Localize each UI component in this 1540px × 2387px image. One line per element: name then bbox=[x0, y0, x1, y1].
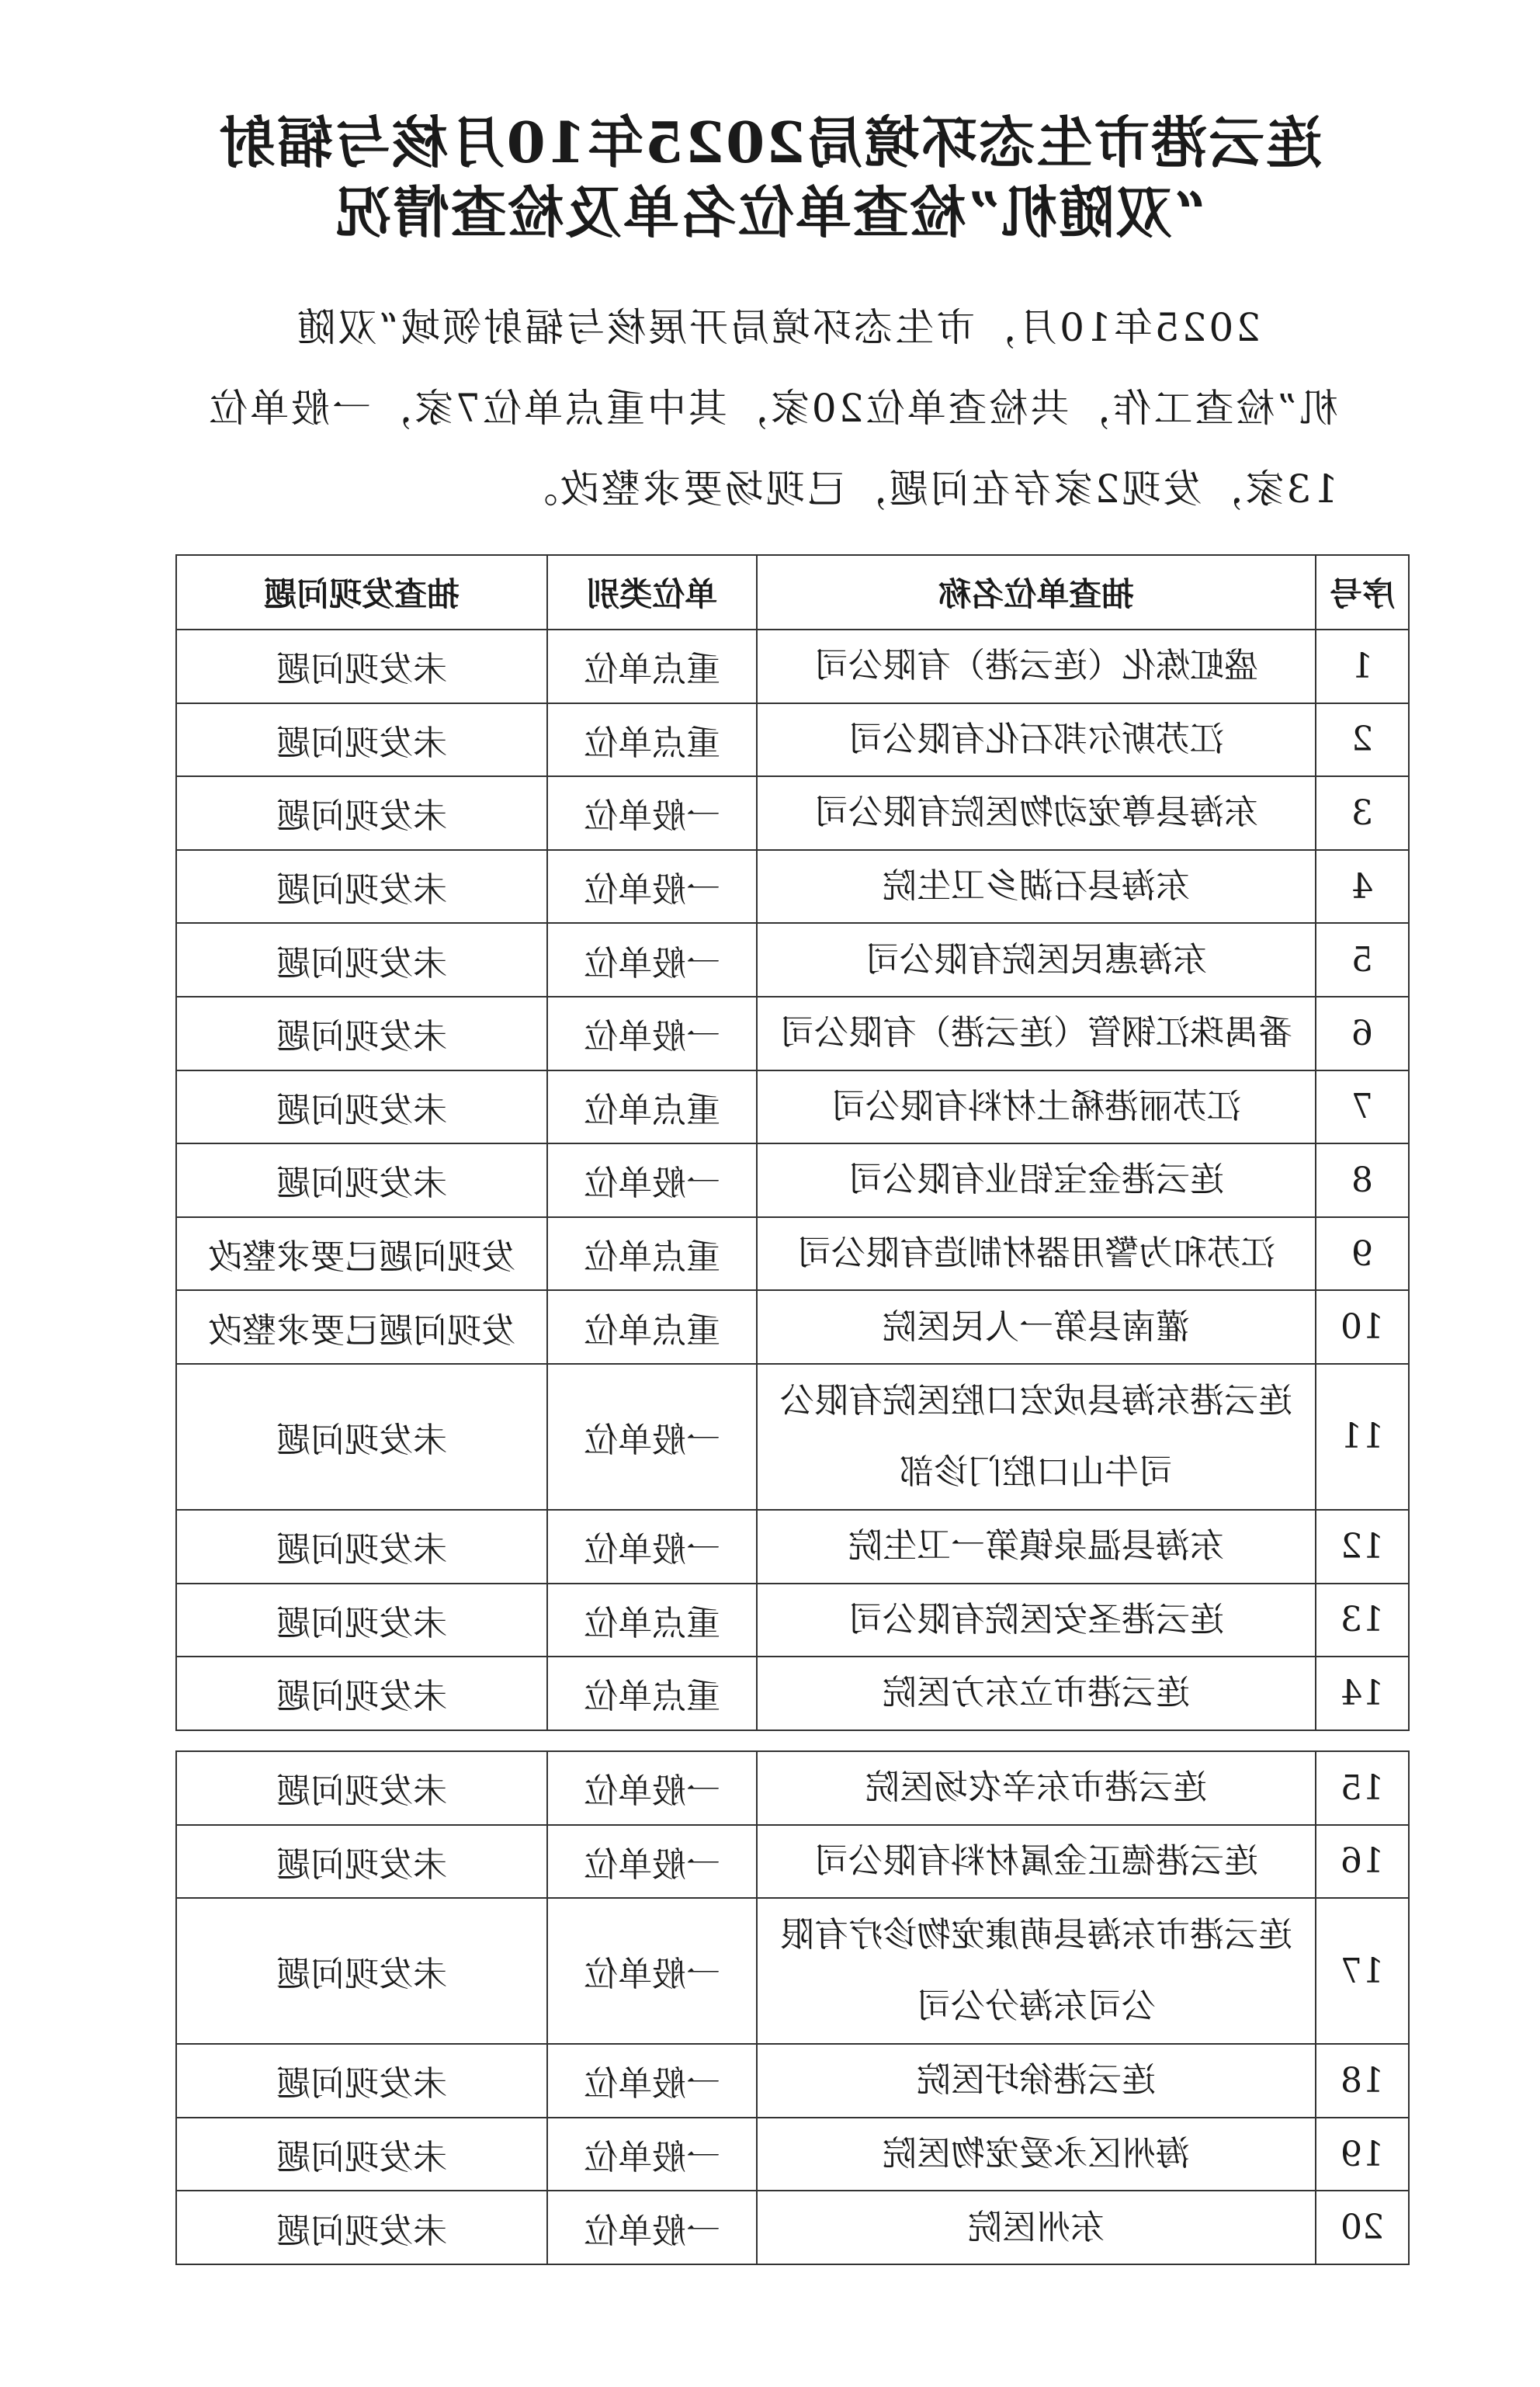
cell-name: 东海县温泉镇第一卫生院 bbox=[757, 1510, 1316, 1584]
cell-result: 未发现问题 bbox=[176, 997, 547, 1070]
cell-no: 6 bbox=[1316, 997, 1409, 1070]
document-title-line1: 连云港市生态环境局2025年10月核与辐射 bbox=[217, 109, 1323, 175]
cell-type: 重点单位 bbox=[547, 1070, 757, 1144]
table-row bbox=[176, 997, 1409, 1070]
cell-result: 未发现问题 bbox=[176, 1898, 547, 2044]
cell-name: 番禺珠江钢管（连云港）有限公司 bbox=[757, 997, 1316, 1070]
header-result: 抽查发现问题 bbox=[176, 555, 547, 630]
cell-no: 1 bbox=[1316, 630, 1409, 703]
table-row bbox=[176, 630, 1409, 703]
cell-result: 发现问题已要求整改 bbox=[176, 1290, 547, 1364]
table-row bbox=[176, 1070, 1409, 1144]
cell-no: 2 bbox=[1316, 703, 1409, 777]
cell-name: 江苏斯尔邦石化有限公司 bbox=[757, 703, 1316, 777]
cell-no: 16 bbox=[1316, 1825, 1409, 1899]
table-row bbox=[176, 1584, 1409, 1657]
cell-no: 8 bbox=[1316, 1143, 1409, 1217]
cell-type: 一般单位 bbox=[547, 2118, 757, 2191]
cell-result: 未发现问题 bbox=[176, 1825, 547, 1899]
cell-type: 一般单位 bbox=[547, 1510, 757, 1584]
cell-type: 重点单位 bbox=[547, 1217, 757, 1291]
cell-no: 5 bbox=[1316, 923, 1409, 997]
cell-name: 连云港市东辛农场医院 bbox=[757, 1751, 1316, 1825]
cell-no: 20 bbox=[1316, 2191, 1409, 2264]
table-row bbox=[176, 1898, 1409, 2044]
cell-result: 发现问题已要求整改 bbox=[176, 1217, 547, 1291]
header-no: 序号 bbox=[1316, 555, 1409, 630]
cell-type: 一般单位 bbox=[547, 997, 757, 1070]
cell-name: 江苏和为警用器材制造有限公司 bbox=[757, 1217, 1316, 1291]
cell-type: 重点单位 bbox=[547, 1657, 757, 1730]
cell-no: 15 bbox=[1316, 1751, 1409, 1825]
cell-no: 10 bbox=[1316, 1290, 1409, 1364]
cell-result: 未发现问题 bbox=[176, 2044, 547, 2118]
table-row bbox=[176, 703, 1409, 777]
cell-name: 连云港金宝铝业有限公司 bbox=[757, 1143, 1316, 1217]
cell-no: 9 bbox=[1316, 1217, 1409, 1291]
cell-name: 盛虹炼化（连云港）有限公司 bbox=[757, 630, 1316, 703]
cell-no: 13 bbox=[1316, 1584, 1409, 1657]
cell-type: 一般单位 bbox=[547, 1143, 757, 1217]
cell-result: 未发现问题 bbox=[176, 2118, 547, 2191]
document-title-line2: “双随机”检查单位名单及检查情况 bbox=[334, 179, 1206, 245]
table-row bbox=[176, 1217, 1409, 1291]
inspection-table-part2 bbox=[175, 1750, 1410, 2265]
cell-result: 未发现问题 bbox=[176, 1070, 547, 1144]
cell-no: 3 bbox=[1316, 776, 1409, 850]
cell-type: 重点单位 bbox=[547, 1290, 757, 1364]
cell-no: 18 bbox=[1316, 2044, 1409, 2118]
table-row bbox=[176, 1657, 1409, 1730]
cell-result: 未发现问题 bbox=[176, 1751, 547, 1825]
cell-no: 14 bbox=[1316, 1657, 1409, 1730]
cell-no: 11 bbox=[1316, 1364, 1409, 1510]
cell-result: 未发现问题 bbox=[176, 1364, 547, 1510]
header-name: 抽查单位名称 bbox=[757, 555, 1316, 630]
cell-type: 重点单位 bbox=[547, 630, 757, 703]
cell-type: 重点单位 bbox=[547, 703, 757, 777]
cell-name: 东海惠民医院有限公司 bbox=[757, 923, 1316, 997]
table-row bbox=[176, 1825, 1409, 1899]
cell-name: 灌南县第一人民医院 bbox=[757, 1290, 1316, 1364]
cell-no: 12 bbox=[1316, 1510, 1409, 1584]
cell-no: 4 bbox=[1316, 850, 1409, 924]
table-row bbox=[176, 2118, 1409, 2191]
cell-name: 连云港德正金属材料有限公司 bbox=[757, 1825, 1316, 1899]
cell-type: 一般单位 bbox=[547, 2044, 757, 2118]
cell-type: 一般单位 bbox=[547, 850, 757, 924]
cell-name: 东州医院 bbox=[757, 2191, 1316, 2264]
cell-type: 一般单位 bbox=[547, 2191, 757, 2264]
cell-type: 重点单位 bbox=[547, 1584, 757, 1657]
cell-type: 一般单位 bbox=[547, 1751, 757, 1825]
table-row bbox=[176, 850, 1409, 924]
cell-name: 连云港市东海县萌康宠物诊疗有限公司东海分公司 bbox=[757, 1898, 1316, 2044]
cell-type: 一般单位 bbox=[547, 1364, 757, 1510]
cell-name: 海州区永爱宠物医院 bbox=[757, 2118, 1316, 2191]
table-row bbox=[176, 2044, 1409, 2118]
cell-type: 一般单位 bbox=[547, 776, 757, 850]
cell-name: 东海县石湖乡卫生院 bbox=[757, 850, 1316, 924]
cell-name: 东海县尊宠动物医院有限公司 bbox=[757, 776, 1316, 850]
table-row bbox=[176, 1364, 1409, 1510]
cell-result: 未发现问题 bbox=[176, 1143, 547, 1217]
cell-type: 一般单位 bbox=[547, 1898, 757, 2044]
table-header-row bbox=[176, 555, 1409, 630]
table-row bbox=[176, 776, 1409, 850]
cell-result: 未发现问题 bbox=[176, 1584, 547, 1657]
cell-no: 17 bbox=[1316, 1898, 1409, 2044]
cell-result: 未发现问题 bbox=[176, 2191, 547, 2264]
cell-name: 连云港徐圩医院 bbox=[757, 2044, 1316, 2118]
intro-paragraph: 2025年10月，市生态环境局开展核与辐射领域“双随机”检查工作，共检查单位20家，其中重点单位7家，一般单位13家，发现2家存在问题，已现场要求整改。 bbox=[206, 305, 1338, 512]
cell-name: 连云港市立东方医院 bbox=[757, 1657, 1316, 1730]
cell-result: 未发现问题 bbox=[176, 1510, 547, 1584]
cell-no: 19 bbox=[1316, 2118, 1409, 2191]
cell-result: 未发现问题 bbox=[176, 630, 547, 703]
inspection-table-part1 bbox=[175, 554, 1410, 1731]
cell-result: 未发现问题 bbox=[176, 850, 547, 924]
table-row bbox=[176, 1751, 1409, 1825]
table-row bbox=[176, 2191, 1409, 2264]
table-row bbox=[176, 1290, 1409, 1364]
cell-result: 未发现问题 bbox=[176, 1657, 547, 1730]
table-row bbox=[176, 1510, 1409, 1584]
table-row bbox=[176, 1143, 1409, 1217]
table-row bbox=[176, 923, 1409, 997]
cell-result: 未发现问题 bbox=[176, 703, 547, 777]
cell-name: 连云港圣安医院有限公司 bbox=[757, 1584, 1316, 1657]
cell-result: 未发现问题 bbox=[176, 923, 547, 997]
header-type: 单位类别 bbox=[547, 555, 757, 630]
cell-result: 未发现问题 bbox=[176, 776, 547, 850]
cell-type: 一般单位 bbox=[547, 1825, 757, 1899]
cell-name: 连云港东海县成宏口腔医院有限公司牛山口腔门诊部 bbox=[757, 1364, 1316, 1510]
cell-no: 7 bbox=[1316, 1070, 1409, 1144]
cell-name: 江苏丽港稀土材料有限公司 bbox=[757, 1070, 1316, 1144]
cell-type: 一般单位 bbox=[547, 923, 757, 997]
